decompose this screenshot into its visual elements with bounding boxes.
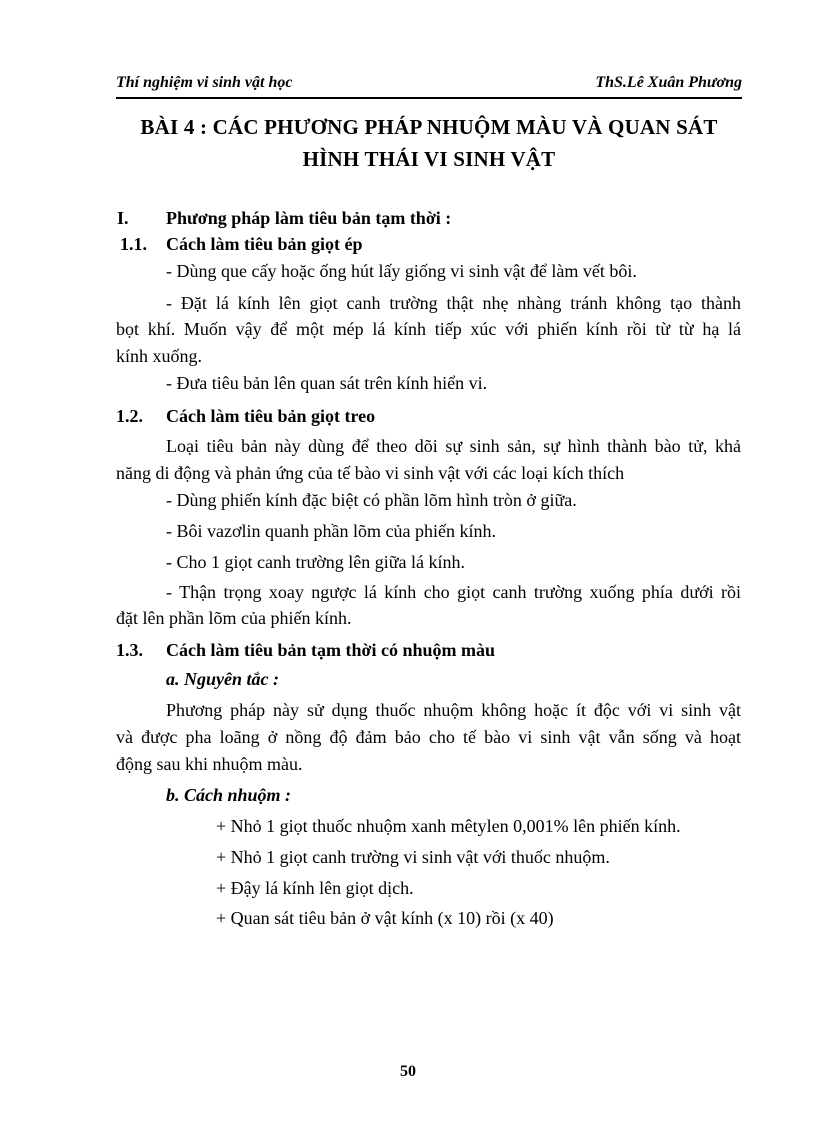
s11-paragraph-2-line-3: kính xuống. [116,346,203,366]
s13-subheading-a: a. Nguyên tắc : [166,669,279,689]
section-1-number: I. [117,208,129,228]
header-author: ThS.Lê Xuân Phương [595,74,742,91]
section-1-2-heading: Cách làm tiêu bản giọt treo [166,406,376,426]
section-1-1-number: 1.1. [120,234,147,254]
s12-paragraph-1-line-1: Loại tiêu bản này dùng để theo dõi sự sinh sản, sự hình thành bào tử, khả [166,436,741,456]
s11-paragraph-2-line-2: bọt khí. Muốn vậy để một mép lá kính tiếp xúc với phiến kính rồi từ từ hạ lá [116,319,741,339]
section-1-1-heading: Cách làm tiêu bản giọt ép [166,234,363,254]
s13-a-paragraph-line-3: động sau khi nhuộm màu. [116,754,303,774]
s13-step-3: + Đậy lá kính lên giọt dịch. [216,878,414,898]
header-course-title: Thí nghiệm vi sinh vật học [116,74,293,91]
lesson-title-line-1: BÀI 4 : CÁC PHƯƠNG PHÁP NHUỘM MÀU VÀ QUAN SÁT [140,115,718,139]
page-number: 50 [400,1063,416,1080]
s11-paragraph-2-line-1: - Đặt lá kính lên giọt canh trường thật nhẹ nhàng tránh không tạo thành [166,293,741,313]
section-1-2-number: 1.2. [116,406,143,426]
s12-paragraph-2: - Dùng phiến kính đặc biệt có phần lõm hình tròn ở giữa. [166,490,577,510]
s13-step-2: + Nhỏ 1 giọt canh trường vi sinh vật với thuốc nhuộm. [216,847,610,867]
s12-paragraph-5-line-2: đặt lên phần lõm của phiến kính. [116,608,352,628]
s12-paragraph-3: - Bôi vazơlin quanh phần lõm của phiến kính. [166,521,496,541]
s13-subheading-b: b. Cách nhuộm : [166,785,292,805]
section-1-3-heading: Cách làm tiêu bản tạm thời có nhuộm màu [166,640,495,660]
header-divider [116,97,742,99]
lesson-title-line-2: HÌNH THÁI VI SINH VẬT [302,147,556,171]
s13-step-4: + Quan sát tiêu bản ở vật kính (x 10) rồi (x 40) [216,908,554,928]
s11-paragraph-1: - Dùng que cấy hoặc ống hút lấy giống vi sinh vật để làm vết bôi. [166,261,637,281]
s11-paragraph-3: - Đưa tiêu bản lên quan sát trên kính hiển vi. [166,373,488,393]
s13-a-paragraph-line-1: Phương pháp này sử dụng thuốc nhuộm không hoặc ít độc với vi sinh vật [166,700,741,720]
s13-a-paragraph-line-2: và được pha loãng ở nồng độ đảm bảo cho tế bào vi sinh vật vẫn sống và hoạt [116,727,741,747]
s12-paragraph-5-line-1: - Thận trọng xoay ngược lá kính cho giọt canh trường xuống phía dưới rồi [166,582,741,602]
s13-step-1: + Nhỏ 1 giọt thuốc nhuộm xanh mêtylen 0,001% lên phiến kính. [216,816,681,836]
s12-paragraph-1-line-2: năng di động và phản ứng của tế bào vi sinh vật với các loại kích thích [116,463,625,483]
s12-paragraph-4: - Cho 1 giọt canh trường lên giữa lá kính. [166,552,465,572]
section-1-3-number: 1.3. [116,640,143,660]
section-1-heading: Phương pháp làm tiêu bản tạm thời : [166,208,452,228]
page-header [116,74,742,98]
